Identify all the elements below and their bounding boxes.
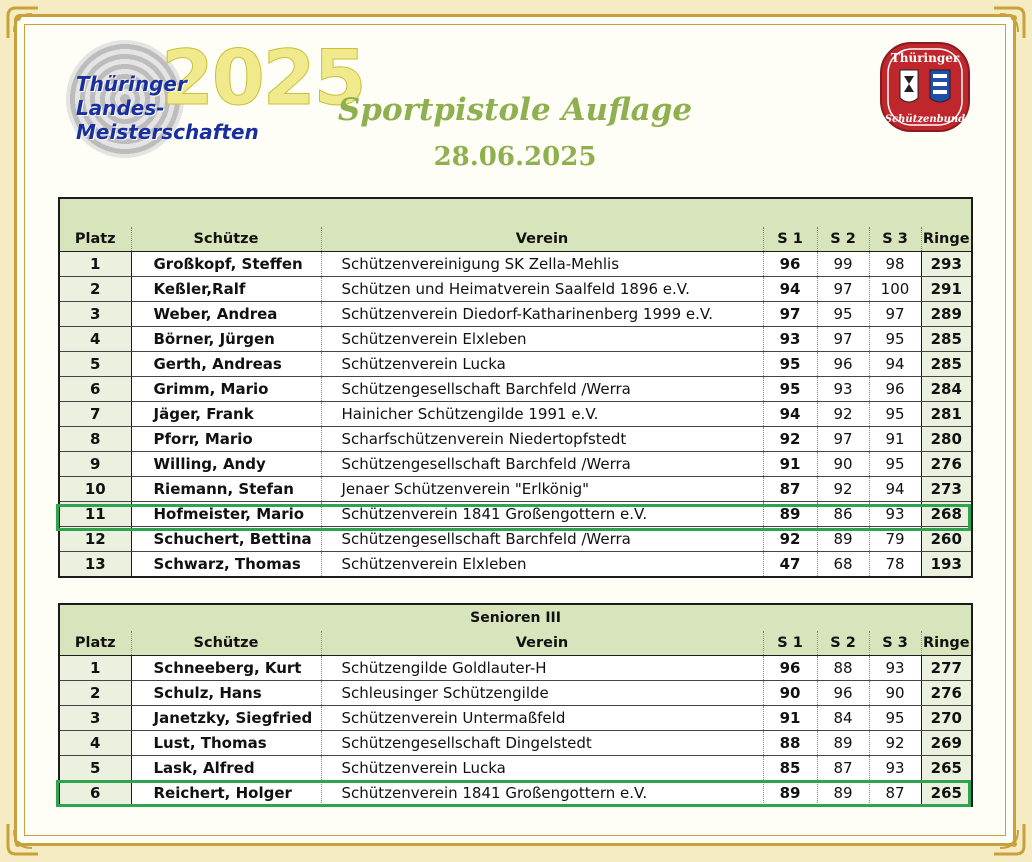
cell-platz: 13 [59,552,131,578]
cell-s2: 97 [817,427,869,452]
emblem-bottom-text: Schützenbund [884,114,966,125]
cell-ringe: 273 [921,477,972,502]
cell-platz: 1 [59,656,131,681]
cell-ringe: 285 [921,327,972,352]
table-row [59,527,972,552]
cell-s2: 96 [817,681,869,706]
cell-ringe: 284 [921,377,972,402]
cell-s3: 92 [869,731,921,756]
cell-s3: 93 [869,656,921,681]
cell-s1: 89 [763,781,817,807]
cell-name: Schneeberg, Kurt [131,656,321,681]
cell-s2: 99 [817,252,869,277]
cell-ringe: 289 [921,302,972,327]
table-row [59,402,972,427]
cell-s3: 95 [869,452,921,477]
corner-ornament-icon [992,6,1026,40]
cell-name: Schuchert, Bettina [131,527,321,552]
cell-name: Lask, Alfred [131,756,321,781]
table-row [59,681,972,706]
logo-text [76,72,259,144]
cell-platz: 10 [59,477,131,502]
column-header-row [59,227,972,252]
cell-ringe: 276 [921,681,972,706]
cell-s1: 89 [763,502,817,527]
cell-s2: 89 [817,781,869,807]
cell-verein: Schützenverein Elxleben [321,552,763,578]
cell-platz: 3 [59,706,131,731]
corner-ornament-icon [6,6,40,40]
cell-s1: 91 [763,452,817,477]
cell-s3: 98 [869,252,921,277]
cell-s3: 96 [869,377,921,402]
table-row [59,452,972,477]
cell-platz: 7 [59,402,131,427]
logo-line-1: Thüringer [76,72,187,96]
cell-platz: 11 [59,502,131,527]
logo-year: 2025 [161,33,365,122]
table-row [59,502,972,527]
cell-s2: 95 [817,302,869,327]
cell-s3: 95 [869,327,921,352]
cell-ringe: 269 [921,731,972,756]
cell-name: Riemann, Stefan [131,477,321,502]
cell-s1: 87 [763,477,817,502]
cell-platz: 1 [59,252,131,277]
cell-s2: 89 [817,731,869,756]
cell-ringe: 281 [921,402,972,427]
cell-verein: Schützenverein Untermaßfeld [321,706,763,731]
cell-s3: 90 [869,681,921,706]
cell-s2: 93 [817,377,869,402]
cell-platz: 8 [59,427,131,452]
cell-name: Jäger, Frank [131,402,321,427]
cell-s3: 79 [869,527,921,552]
table-row [59,731,972,756]
table-row [59,552,972,578]
cell-s1: 95 [763,352,817,377]
cell-verein: Schützengesellschaft Barchfeld /Werra [321,527,763,552]
page-title: Sportpistole Auflage [337,92,693,128]
group-title [59,198,972,227]
corner-ornament-icon [6,822,40,856]
event-date: 28.06.2025 [433,142,597,172]
cell-name: Lust, Thomas [131,731,321,756]
group-header-row [59,604,972,631]
cell-s1: 47 [763,552,817,578]
col-header-s3: S 3 [869,227,921,252]
table-row [59,377,972,402]
col-header-s3: S 3 [869,631,921,656]
cell-verein: Schützenverein Diedorf-Katharinenberg 1999 e.V. [321,302,763,327]
cell-s2: 97 [817,327,869,352]
cell-s2: 89 [817,527,869,552]
cell-s3: 100 [869,277,921,302]
cell-s2: 97 [817,277,869,302]
table-row [59,427,972,452]
results-table-main [58,197,973,578]
cell-ringe: 265 [921,781,972,807]
cell-s1: 85 [763,756,817,781]
table-row [59,656,972,681]
cell-s2: 87 [817,756,869,781]
cell-name: Weber, Andrea [131,302,321,327]
cell-s1: 96 [763,252,817,277]
table-row [59,277,972,302]
cell-s2: 86 [817,502,869,527]
cell-verein: Schützengesellschaft Barchfeld /Werra [321,452,763,477]
cell-s2: 90 [817,452,869,477]
cell-s1: 96 [763,656,817,681]
cell-s1: 91 [763,706,817,731]
cell-platz: 2 [59,681,131,706]
cell-platz: 2 [59,277,131,302]
cell-ringe: 291 [921,277,972,302]
cell-verein: Schützenverein 1841 Großengottern e.V. [321,502,763,527]
cell-ringe: 193 [921,552,972,578]
col-header-platz: Platz [59,631,131,656]
cell-ringe: 260 [921,527,972,552]
col-header-name: Schütze [131,631,321,656]
cell-platz: 5 [59,352,131,377]
logo-line-2: Landes- [76,96,165,120]
cell-s2: 92 [817,477,869,502]
col-header-ringe: Ringe [921,227,972,252]
cell-verein: Schleusinger Schützengilde [321,681,763,706]
cell-s2: 96 [817,352,869,377]
cell-s2: 84 [817,706,869,731]
cell-s1: 90 [763,681,817,706]
schuetzenbund-emblem-icon [878,40,972,134]
table-row [59,252,972,277]
cell-name: Schulz, Hans [131,681,321,706]
cell-s3: 93 [869,756,921,781]
cell-ringe: 265 [921,756,972,781]
col-header-s2: S 2 [817,631,869,656]
cell-verein: Schützengesellschaft Dingelstedt [321,731,763,756]
cell-platz: 6 [59,377,131,402]
cell-ringe: 277 [921,656,972,681]
table-row [59,327,972,352]
cell-platz: 12 [59,527,131,552]
cell-ringe: 293 [921,252,972,277]
group-title: Senioren III [59,604,972,631]
col-header-ringe: Ringe [921,631,972,656]
cell-s1: 95 [763,377,817,402]
cell-verein: Schützenverein Elxleben [321,327,763,352]
cell-platz: 9 [59,452,131,477]
cell-name: Großkopf, Steffen [131,252,321,277]
cell-name: Pforr, Mario [131,427,321,452]
logo-line-3: Meisterschaften [76,120,259,144]
cell-s1: 93 [763,327,817,352]
cell-s1: 94 [763,402,817,427]
cell-platz: 4 [59,731,131,756]
cell-s3: 95 [869,706,921,731]
cell-platz: 6 [59,781,131,807]
col-header-verein: Verein [321,631,763,656]
table-row [59,477,972,502]
group-header-row [59,198,972,227]
cell-s3: 93 [869,502,921,527]
table-row [59,706,972,731]
cell-s1: 97 [763,302,817,327]
cell-verein: Schützenverein 1841 Großengottern e.V. [321,781,763,807]
cell-verein: Schützenverein Lucka [321,352,763,377]
cell-s2: 68 [817,552,869,578]
cell-verein: Schützenvereinigung SK Zella-Mehlis [321,252,763,277]
cell-s3: 78 [869,552,921,578]
championship-logo [66,33,365,160]
cell-s1: 92 [763,527,817,552]
cell-name: Janetzky, Siegfried [131,706,321,731]
cell-verein: Schützen und Heimatverein Saalfeld 1896 e.V. [321,277,763,302]
cell-name: Grimm, Mario [131,377,321,402]
col-header-verein: Verein [321,227,763,252]
cell-ringe: 268 [921,502,972,527]
cell-s3: 91 [869,427,921,452]
cell-name: Gerth, Andreas [131,352,321,377]
cell-s3: 87 [869,781,921,807]
cell-ringe: 270 [921,706,972,731]
col-header-name: Schütze [131,227,321,252]
cell-ringe: 285 [921,352,972,377]
table-row [59,781,972,807]
cell-verein: Hainicher Schützengilde 1991 e.V. [321,402,763,427]
col-header-platz: Platz [59,227,131,252]
cell-name: Keßler,Ralf [131,277,321,302]
cell-platz: 4 [59,327,131,352]
cell-name: Willing, Andy [131,452,321,477]
cell-s1: 94 [763,277,817,302]
col-header-s1: S 1 [763,631,817,656]
cell-s1: 92 [763,427,817,452]
table-row [59,352,972,377]
cell-platz: 5 [59,756,131,781]
cell-verein: Schützengesellschaft Barchfeld /Werra [321,377,763,402]
results-table-senioren-iii [58,603,973,807]
table-row [59,302,972,327]
cell-s2: 88 [817,656,869,681]
cell-s3: 94 [869,477,921,502]
cell-verein: Scharfschützenverein Niedertopfstedt [321,427,763,452]
cell-platz: 3 [59,302,131,327]
col-header-s2: S 2 [817,227,869,252]
emblem-top-text: Thüringer [890,51,960,65]
cell-ringe: 280 [921,427,972,452]
cell-s2: 92 [817,402,869,427]
corner-ornament-icon [992,822,1026,856]
cell-verein: Jenaer Schützenverein "Erlkönig" [321,477,763,502]
cell-ringe: 276 [921,452,972,477]
cell-name: Hofmeister, Mario [131,502,321,527]
cell-s3: 97 [869,302,921,327]
cell-name: Börner, Jürgen [131,327,321,352]
cell-verein: Schützenverein Lucka [321,756,763,781]
col-header-s1: S 1 [763,227,817,252]
cell-verein: Schützengilde Goldlauter-H [321,656,763,681]
cell-name: Reichert, Holger [131,781,321,807]
cell-name: Schwarz, Thomas [131,552,321,578]
cell-s3: 95 [869,402,921,427]
table-row [59,756,972,781]
cell-s1: 88 [763,731,817,756]
cell-s3: 94 [869,352,921,377]
column-header-row [59,631,972,656]
